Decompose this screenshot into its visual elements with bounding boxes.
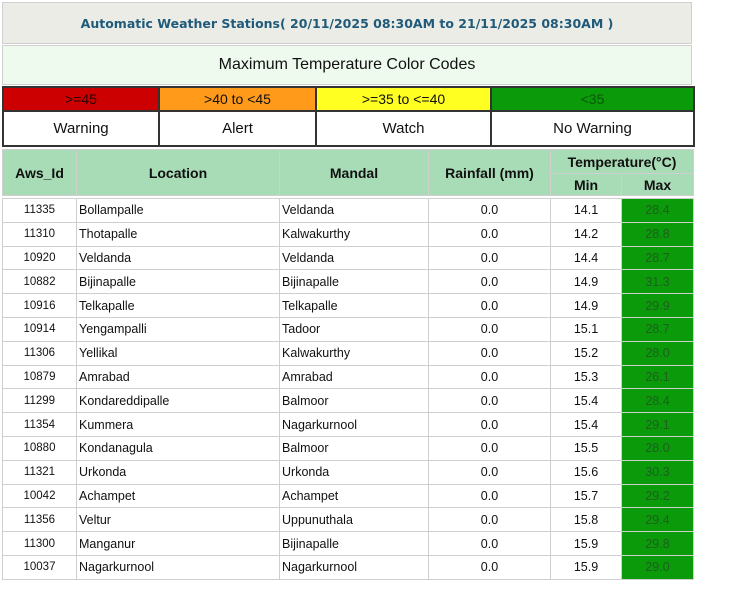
mandal-cell: Balmoor	[280, 436, 429, 460]
aws-id-cell: 10914	[3, 317, 77, 341]
mandal-cell: Uppunuthala	[280, 508, 429, 532]
location-cell: Bollampalle	[77, 199, 280, 223]
aws-id-cell: 10916	[3, 294, 77, 318]
location-cell: Veldanda	[77, 246, 280, 270]
min-temp-cell: 14.1	[551, 199, 622, 223]
table-body	[3, 196, 694, 580]
max-temp-cell: 29.9	[622, 294, 694, 318]
legend-range-row	[3, 87, 694, 111]
header-aws-id: Aws_Id	[3, 150, 77, 196]
mandal-cell: Veldanda	[280, 246, 429, 270]
location-cell: Bijinapalle	[77, 270, 280, 294]
aws-id-cell: 11321	[3, 460, 77, 484]
header-rainfall: Rainfall (mm)	[429, 150, 551, 196]
table-row	[3, 460, 694, 484]
aws-id-cell: 10879	[3, 365, 77, 389]
location-cell: Kondareddipalle	[77, 389, 280, 413]
table-row	[3, 222, 694, 246]
table-row	[3, 555, 694, 579]
aws-id-cell: 10882	[3, 270, 77, 294]
location-cell: Yellikal	[77, 341, 280, 365]
location-cell: Telkapalle	[77, 294, 280, 318]
legend-title-text: Maximum Temperature Color Codes	[218, 56, 476, 73]
table-row	[3, 341, 694, 365]
mandal-cell: Amrabad	[280, 365, 429, 389]
max-temp-cell: 28.0	[622, 436, 694, 460]
min-temp-cell: 15.5	[551, 436, 622, 460]
max-temp-cell: 28.8	[622, 222, 694, 246]
location-cell: Kondanagula	[77, 436, 280, 460]
legend-label-watch: Watch	[316, 111, 491, 146]
legend-label-row	[3, 111, 694, 146]
rainfall-cell: 0.0	[429, 270, 551, 294]
min-temp-cell: 14.9	[551, 270, 622, 294]
min-temp-cell: 14.2	[551, 222, 622, 246]
max-temp-cell: 28.7	[622, 246, 694, 270]
max-temp-cell: 28.0	[622, 341, 694, 365]
legend-label-no-warning: No Warning	[491, 111, 694, 146]
max-temp-cell: 29.2	[622, 484, 694, 508]
aws-id-cell: 11300	[3, 532, 77, 556]
header-mandal: Mandal	[280, 150, 429, 196]
legend-range-watch: >=35 to <=40	[316, 87, 491, 111]
aws-id-cell: 10880	[3, 436, 77, 460]
min-temp-cell: 15.2	[551, 341, 622, 365]
legend-label-warning: Warning	[3, 111, 159, 146]
max-temp-cell: 28.4	[622, 199, 694, 223]
location-cell: Amrabad	[77, 365, 280, 389]
mandal-cell: Kalwakurthy	[280, 222, 429, 246]
rainfall-cell: 0.0	[429, 436, 551, 460]
min-temp-cell: 15.7	[551, 484, 622, 508]
rainfall-cell: 0.0	[429, 413, 551, 437]
rainfall-cell: 0.0	[429, 389, 551, 413]
max-temp-cell: 29.4	[622, 508, 694, 532]
location-cell: Achampet	[77, 484, 280, 508]
page-title	[2, 2, 692, 44]
max-temp-cell: 30.3	[622, 460, 694, 484]
aws-id-cell: 10037	[3, 555, 77, 579]
table-row	[3, 246, 694, 270]
aws-id-cell: 10920	[3, 246, 77, 270]
location-cell: Veltur	[77, 508, 280, 532]
table-row	[3, 270, 694, 294]
location-cell: Manganur	[77, 532, 280, 556]
min-temp-cell: 15.9	[551, 532, 622, 556]
rainfall-cell: 0.0	[429, 508, 551, 532]
rainfall-cell: 0.0	[429, 222, 551, 246]
min-temp-cell: 15.4	[551, 413, 622, 437]
min-temp-cell: 15.4	[551, 389, 622, 413]
mandal-cell: Tadoor	[280, 317, 429, 341]
mandal-cell: Nagarkurnool	[280, 413, 429, 437]
table-row	[3, 413, 694, 437]
header-max: Max	[622, 174, 694, 196]
mandal-cell: Bijinapalle	[280, 532, 429, 556]
mandal-cell: Veldanda	[280, 199, 429, 223]
location-cell: Kummera	[77, 413, 280, 437]
max-temp-cell: 26.1	[622, 365, 694, 389]
max-temp-cell: 29.0	[622, 555, 694, 579]
rainfall-cell: 0.0	[429, 532, 551, 556]
mandal-cell: Urkonda	[280, 460, 429, 484]
header-location: Location	[77, 150, 280, 196]
table-row	[3, 389, 694, 413]
rainfall-cell: 0.0	[429, 365, 551, 389]
mandal-cell: Nagarkurnool	[280, 555, 429, 579]
max-temp-cell: 31.3	[622, 270, 694, 294]
aws-id-cell: 11356	[3, 508, 77, 532]
rainfall-cell: 0.0	[429, 317, 551, 341]
location-cell: Yengampalli	[77, 317, 280, 341]
table-row	[3, 508, 694, 532]
min-temp-cell: 15.1	[551, 317, 622, 341]
aws-id-cell: 11354	[3, 413, 77, 437]
aws-id-cell: 11299	[3, 389, 77, 413]
page-title-text: Automatic Weather Stations( 20/11/2025 08:30AM to 21/11/2025 08:30AM )	[80, 15, 614, 31]
min-temp-cell: 15.3	[551, 365, 622, 389]
color-code-legend	[2, 86, 695, 147]
rainfall-cell: 0.0	[429, 555, 551, 579]
location-cell: Thotapalle	[77, 222, 280, 246]
table-row	[3, 532, 694, 556]
max-temp-cell: 28.4	[622, 389, 694, 413]
header-min: Min	[551, 174, 622, 196]
location-cell: Urkonda	[77, 460, 280, 484]
table-row	[3, 294, 694, 318]
mandal-cell: Achampet	[280, 484, 429, 508]
aws-id-cell: 10042	[3, 484, 77, 508]
rainfall-cell: 0.0	[429, 484, 551, 508]
min-temp-cell: 15.6	[551, 460, 622, 484]
table-row	[3, 436, 694, 460]
min-temp-cell: 15.8	[551, 508, 622, 532]
rainfall-cell: 0.0	[429, 341, 551, 365]
min-temp-cell: 14.4	[551, 246, 622, 270]
rainfall-cell: 0.0	[429, 199, 551, 223]
location-cell: Nagarkurnool	[77, 555, 280, 579]
table-row	[3, 484, 694, 508]
max-temp-cell: 29.1	[622, 413, 694, 437]
legend-range-alert: >40 to <45	[159, 87, 316, 111]
aws-id-cell: 11306	[3, 341, 77, 365]
aws-id-cell: 11310	[3, 222, 77, 246]
min-temp-cell: 14.9	[551, 294, 622, 318]
rainfall-cell: 0.0	[429, 246, 551, 270]
table-row	[3, 317, 694, 341]
mandal-cell: Kalwakurthy	[280, 341, 429, 365]
table-row	[3, 365, 694, 389]
max-temp-cell: 28.7	[622, 317, 694, 341]
rainfall-cell: 0.0	[429, 460, 551, 484]
mandal-cell: Telkapalle	[280, 294, 429, 318]
header-temperature: Temperature(°C)	[551, 150, 694, 174]
mandal-cell: Balmoor	[280, 389, 429, 413]
legend-title	[2, 45, 692, 85]
aws-id-cell: 11335	[3, 199, 77, 223]
legend-range-no-warning: <35	[491, 87, 694, 111]
mandal-cell: Bijinapalle	[280, 270, 429, 294]
legend-label-alert: Alert	[159, 111, 316, 146]
max-temp-cell: 29.8	[622, 532, 694, 556]
rainfall-cell: 0.0	[429, 294, 551, 318]
legend-range-warning: >=45	[3, 87, 159, 111]
min-temp-cell: 15.9	[551, 555, 622, 579]
weather-data-table	[2, 149, 694, 580]
table-row	[3, 199, 694, 223]
